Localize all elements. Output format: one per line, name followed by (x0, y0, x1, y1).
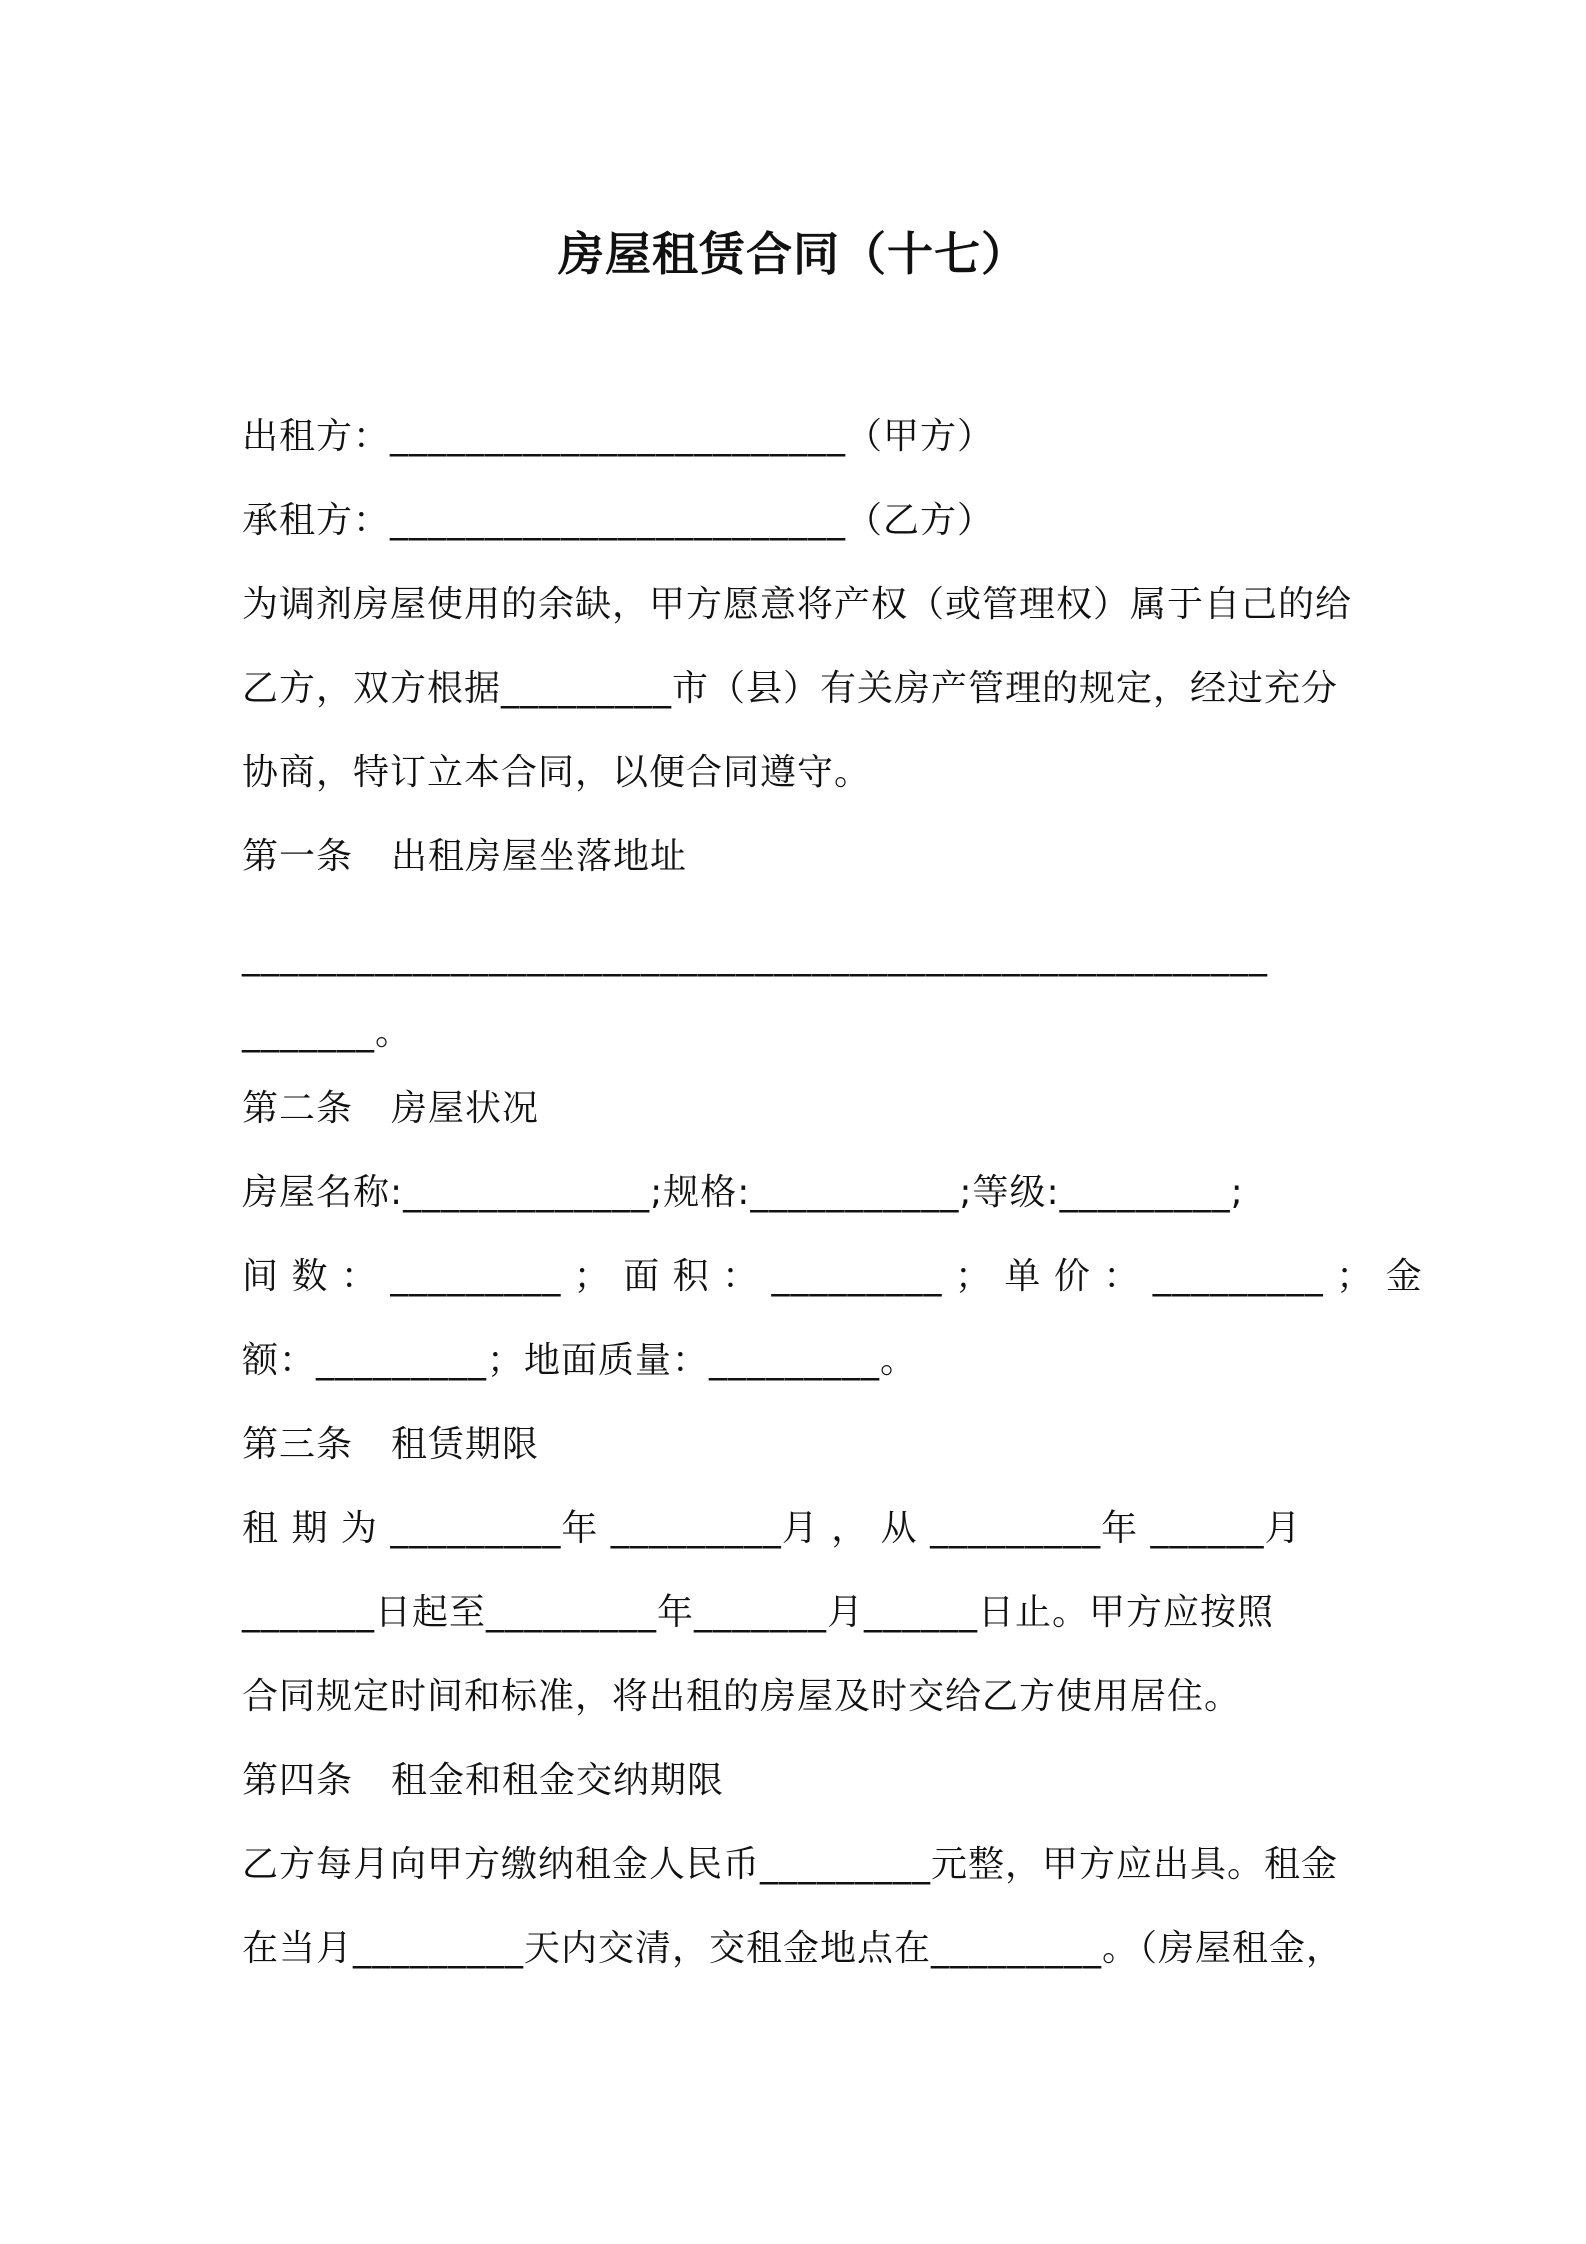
lease-term-line: 租 期 为 _________年 _________月 ， 从 _________年 ______月 (242, 1508, 1302, 1549)
article-number: 第一条 (242, 836, 354, 877)
house-status-line: 房屋名称:_____________;规格:___________;等级:_________; (242, 1172, 1244, 1213)
article-number: 第二条 (242, 1088, 354, 1129)
lessor-line: 出租方：________________________（甲方） (242, 416, 995, 457)
article-title: 房屋状况 (391, 1088, 540, 1129)
document-title: 房屋租赁合同（十七） (558, 227, 1028, 281)
paragraph-line: 乙方，双方根据_________市（县）有关房产管理的规定，经过充分 (242, 668, 1339, 709)
article-number: 第三条 (242, 1424, 354, 1465)
paragraph-line: 协商，特订立本合同，以便合同遵守。 (242, 752, 872, 793)
article-heading (242, 1757, 724, 1805)
article-title: 出租房屋坐落地址 (391, 836, 688, 877)
address-blank-line: _______。 (242, 1012, 413, 1053)
house-status-line: 间 数 ： _________ ； 面 积 ： _________ ； 单 价 ： _________ ； 金 (242, 1256, 1423, 1297)
article-heading (242, 1085, 539, 1133)
house-status-line: 额：_________；地面质量：_________。 (242, 1340, 918, 1381)
rent-line: 乙方每月向甲方缴纳租金人民币_________元整，甲方应出具。租金 (242, 1844, 1339, 1885)
paragraph-line: 为调剂房屋使用的余缺，甲方愿意将产权（或管理权）属于自己的给 (242, 584, 1353, 625)
rent-line: 在当月_________天内交清，交租金地点在_________。（房屋租金， (242, 1928, 1344, 1969)
address-blank-line: ______________________________________________________ (242, 936, 1268, 977)
lessee-line: 承租方：________________________（乙方） (242, 500, 995, 541)
article-title: 租金和租金交纳期限 (391, 1760, 725, 1801)
article-heading (242, 1421, 539, 1469)
lease-term-line: _______日起至_________年_______月______日止。甲方应按照 (242, 1592, 1275, 1633)
article-number: 第四条 (242, 1760, 354, 1801)
lease-term-line: 合同规定时间和标准，将出租的房屋及时交给乙方使用居住。 (242, 1676, 1242, 1717)
article-title: 租赁期限 (391, 1424, 540, 1465)
article-heading (242, 833, 687, 881)
